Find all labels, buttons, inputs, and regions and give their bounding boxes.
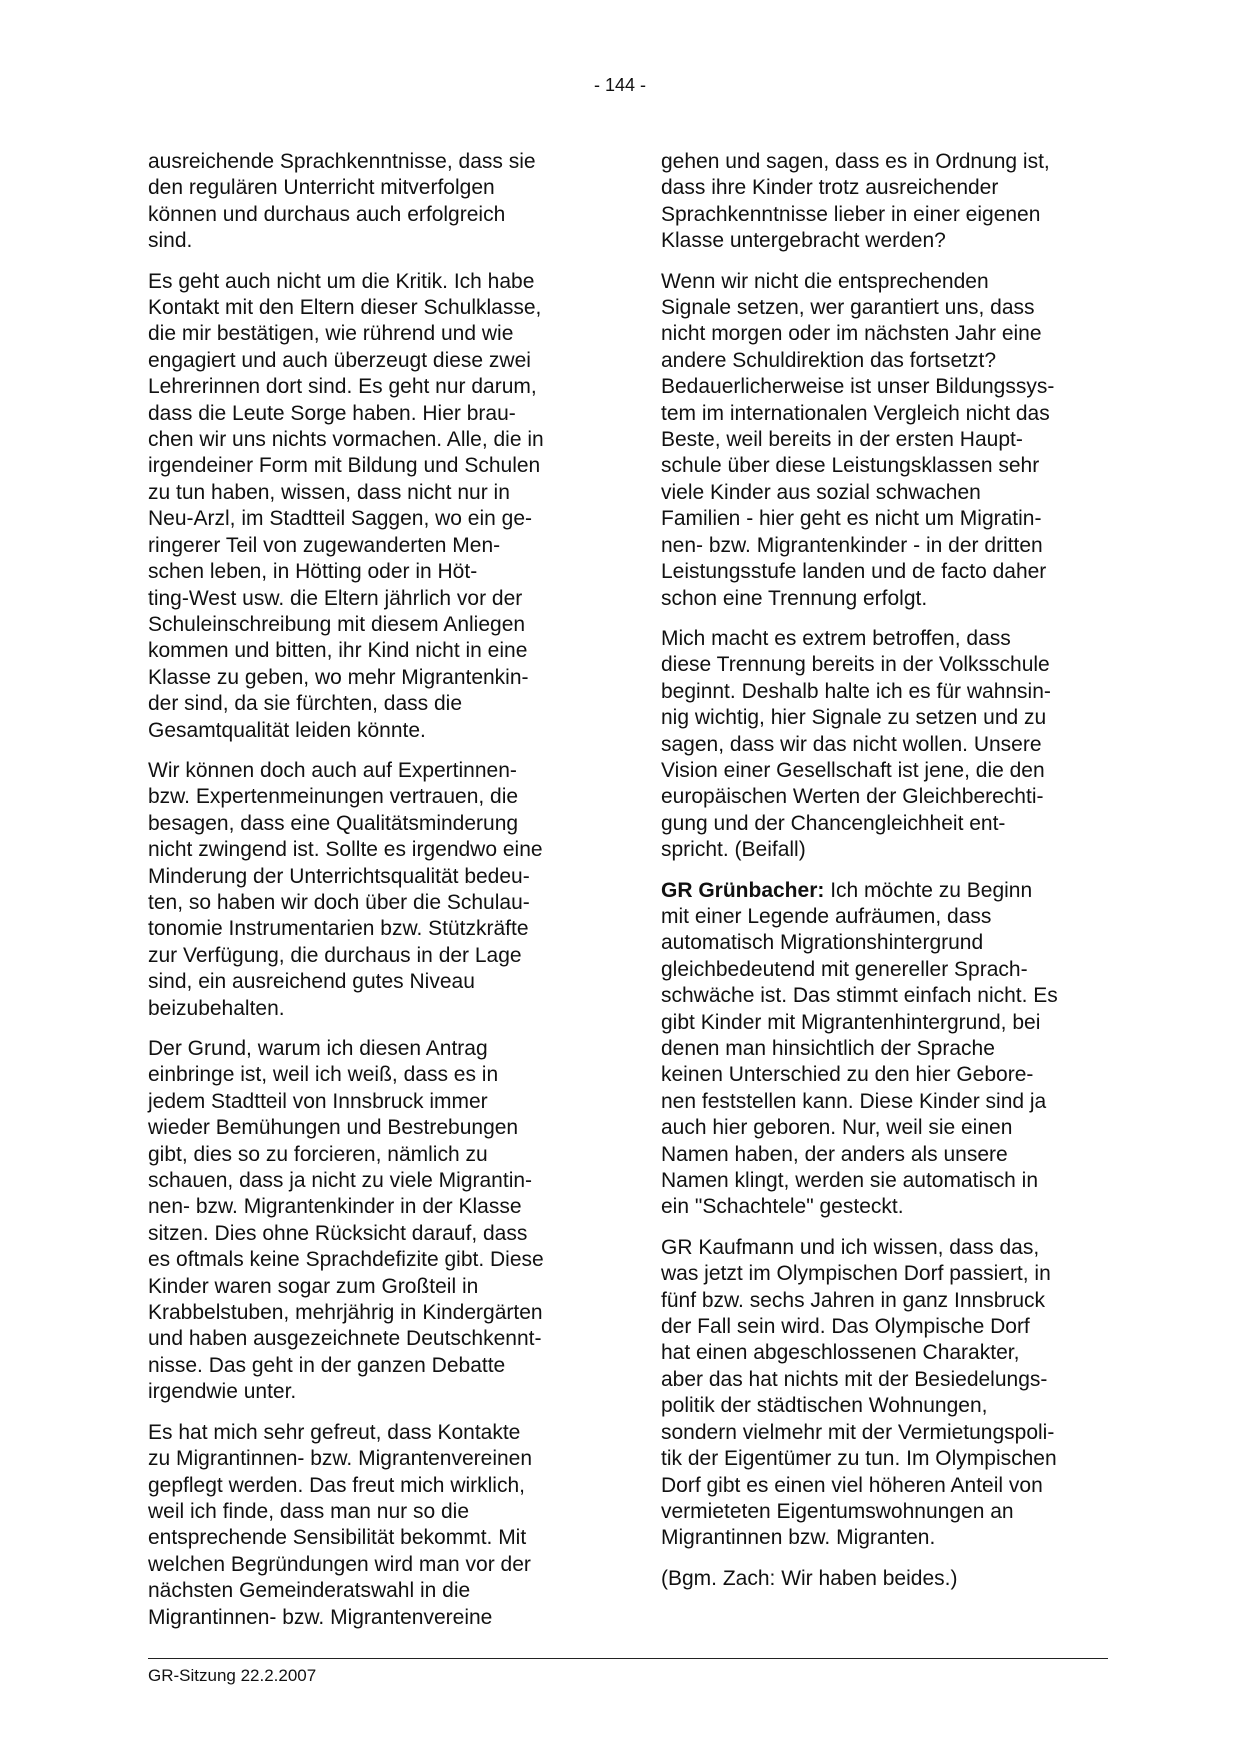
line: nen feststellen kann. Diese Kinder sind ja [661,1089,1047,1113]
line: was jetzt im Olympischen Dorf passiert, in [661,1262,1051,1286]
line: nisse. Das geht in der ganzen Debatte [148,1353,506,1377]
line: den regulären Unterricht mitverfolgen [148,176,495,200]
line: und haben ausgezeichnete Deutschkennt- [148,1327,542,1351]
line: einbringe ist, weil ich weiß, dass es in [148,1063,499,1087]
line: sitzen. Dies ohne Rücksicht darauf, dass [148,1221,528,1245]
line: automatisch Migrationshintergrund [661,931,984,955]
line: Sprachkenntnisse lieber in einer eigenen [661,202,1041,226]
right-column [661,149,1109,1606]
line: Gesamtqualität leiden könnte. [148,718,426,742]
line: Es geht auch nicht um die Kritik. Ich habe [148,269,535,293]
line: nig wichtig, hier Signale zu setzen und zu [661,706,1047,730]
line: es oftmals keine Sprachdefizite gibt. Diese [148,1248,544,1272]
line: Der Grund, warum ich diesen Antrag [148,1037,488,1060]
paragraph [148,269,596,744]
line: nen- bzw. Migrantenkinder - in der dritten [661,533,1043,557]
line: zu tun haben, wissen, dass nicht nur in [148,480,510,504]
line: hat einen abgeschlossenen Charakter, [661,1341,1020,1365]
line: ting-West usw. die Eltern jährlich vor der [148,586,523,610]
line: gleichbedeutend mit genereller Sprach- [661,957,1028,981]
line: schauen, dass ja nicht zu viele Migrantin- [148,1169,533,1193]
line: gibt Kinder mit Migrantenhintergrund, bei [661,1010,1041,1034]
line: schule über diese Leistungsklassen sehr [661,454,1040,478]
line: engagiert und auch überzeugt diese zwei [148,348,531,372]
line: keinen Unterschied zu den hier Gebore- [661,1063,1034,1087]
line: schwäche ist. Das stimmt einfach nicht. Es [661,984,1058,1008]
line: ein "Schachtele" gesteckt. [661,1195,904,1219]
line: der Fall sein wird. Das Olympische Dorf [661,1315,1030,1339]
line: tem im internationalen Vergleich nicht das [661,401,1050,425]
line: beginnt. Deshalb halte ich es für wahnsin- [661,679,1051,703]
line: andere Schuldirektion das fortsetzt? [661,348,997,372]
line: Wenn wir nicht die entsprechenden [661,269,989,293]
paragraph [148,1036,596,1406]
line: aber das hat nichts mit der Besiedelungs- [661,1367,1048,1391]
line: dass ihre Kinder trotz ausreichender [661,176,999,200]
line: Kontakt mit den Eltern dieser Schulklasse, [148,296,542,320]
line: der sind, da sie fürchten, dass die [148,692,463,716]
line: Mich macht es extrem betroffen, dass [661,626,1011,650]
line: wieder Bemühungen und Bestrebungen [148,1116,519,1140]
line: europäischen Werten der Gleichberechti- [661,785,1044,809]
line: schen leben, in Hötting oder in Höt- [148,560,478,584]
line: irgendwie unter. [148,1380,297,1404]
line: ausreichende Sprachkenntnisse, dass sie [148,150,536,173]
line [661,878,1109,904]
page-number: - 144 - [593,75,647,95]
line: sind, ein ausreichend gutes Niveau [148,970,475,994]
line: schon eine Trennung erfolgt. [661,586,928,610]
line: Signale setzen, wer garantiert uns, dass [661,296,1035,320]
line: gehen und sagen, dass es in Ordnung ist, [661,150,1050,173]
line: politik der städtischen Wohnungen, [661,1394,988,1418]
line: zur Verfügung, die durchaus in der Lage [148,943,522,967]
line: mit einer Legende aufräumen, dass [661,904,992,928]
line: entsprechende Sensibilität bekommt. Mit [148,1526,527,1550]
line: sind. [148,229,193,253]
line: Wir können doch auch auf Expertinnen- [148,758,517,782]
line: können und durchaus auch erfolgreich [148,202,506,226]
paragraph [148,149,596,255]
paragraph [148,758,596,1022]
line: vermieteten Eigentumswohnungen an [661,1499,1014,1523]
line: gibt, dies so zu forcieren, nämlich zu [148,1142,488,1166]
line: Dorf gibt es einen viel höheren Anteil von [661,1473,1043,1497]
line: kommen und bitten, ihr Kind nicht in eine [148,639,528,663]
line: ten, so haben wir doch über die Schulau- [148,890,530,914]
paragraph [661,1235,1109,1552]
line: gung und der Chancengleichheit ent- [661,811,1006,835]
line: ringerer Teil von zugewanderten Men- [148,533,501,557]
line: gepflegt werden. Das freut mich wirklich, [148,1473,525,1497]
line: tik der Eigentümer zu tun. Im Olympischen [661,1447,1057,1471]
paragraph [661,626,1109,864]
paragraph [661,149,1109,255]
line: fünf bzw. sechs Jahren in ganz Innsbruck [661,1288,1046,1312]
line: Schuleinschreibung mit diesem Anliegen [148,612,526,636]
line: weil ich finde, dass man nur so die [148,1499,469,1523]
line: Neu-Arzl, im Stadtteil Saggen, wo ein ge- [148,507,533,531]
footer-rule [148,1658,1108,1659]
line: Namen haben, der anders als unsere [661,1142,1008,1166]
line: sagen, dass wir das nicht wollen. Unsere [661,732,1042,756]
line: die mir bestätigen, wie rührend und wie [148,322,514,346]
line: welchen Begründungen wird man vor der [148,1552,531,1576]
line: dass die Leute Sorge haben. Hier brau- [148,401,516,425]
line: Vision einer Gesellschaft ist jene, die den [661,758,1045,782]
line: beizubehalten. [148,996,285,1020]
line: Minderung der Unterrichtsqualität bedeu- [148,864,530,888]
line: viele Kinder aus sozial schwachen [661,480,981,504]
line: Familien - hier geht es nicht um Migratin- [661,507,1042,531]
line: tonomie Instrumentarien bzw. Stützkräfte [148,917,529,941]
line: jedem Stadtteil von Innsbruck immer [148,1089,488,1113]
line: denen man hinsichtlich der Sprache [661,1037,995,1060]
speaker-text: Ich möchte zu Beginn [824,878,1033,902]
line: GR Kaufmann und ich wissen, dass das, [661,1235,1040,1259]
line: spricht. (Beifall) [661,838,806,862]
line: Krabbelstuben, mehrjährig in Kindergärten [148,1301,543,1325]
line: Migrantinnen bzw. Migranten. [661,1526,936,1550]
paragraph [148,1420,596,1631]
line: nicht morgen oder im nächsten Jahr eine [661,322,1042,346]
line: nächsten Gemeinderatswahl in die [148,1579,471,1603]
line: irgendeiner Form mit Bildung und Schulen [148,454,541,478]
line: Kinder waren sogar zum Großteil in [148,1274,479,1298]
line: nicht zwingend ist. Sollte es irgendwo eine [148,838,543,862]
line: diese Trennung bereits in der Volksschule [661,653,1050,677]
line: Leistungsstufe landen und de facto daher [661,560,1047,584]
footer-text: GR-Sitzung 22.2.2007 [148,1666,317,1685]
line: zu Migrantinnen- bzw. Migrantenvereinen [148,1447,533,1471]
line: bzw. Expertenmeinungen vertrauen, die [148,785,519,809]
line: sondern vielmehr mit der Vermietungspoli- [661,1420,1055,1444]
speaker-paragraph [661,878,1109,1221]
line: Beste, weil bereits in der ersten Haupt- [661,428,1023,452]
line: Lehrerinnen dort sind. Es geht nur darum, [148,375,537,399]
paragraph [661,1566,1109,1592]
paragraph [661,269,1109,612]
left-column [148,149,596,1645]
line: Migrantinnen- bzw. Migrantenvereine [148,1605,493,1629]
line: nen- bzw. Migrantenkinder in der Klasse [148,1195,522,1219]
line: Bedauerlicherweise ist unser Bildungssys- [661,375,1055,399]
line: Namen klingt, werden sie automatisch in [661,1169,1039,1193]
line: Es hat mich sehr gefreut, dass Kontakte [148,1420,521,1444]
line: (Bgm. Zach: Wir haben beides.) [661,1566,958,1590]
speaker-name: GR Grünbacher: [661,878,825,902]
line: auch hier geboren. Nur, weil sie einen [661,1116,1013,1140]
line: Klasse untergebracht werden? [661,229,946,253]
line: chen wir uns nichts vormachen. Alle, die in [148,428,544,452]
line: besagen, dass eine Qualitätsminderung [148,811,519,835]
line: Klasse zu geben, wo mehr Migrantenkin- [148,665,529,689]
